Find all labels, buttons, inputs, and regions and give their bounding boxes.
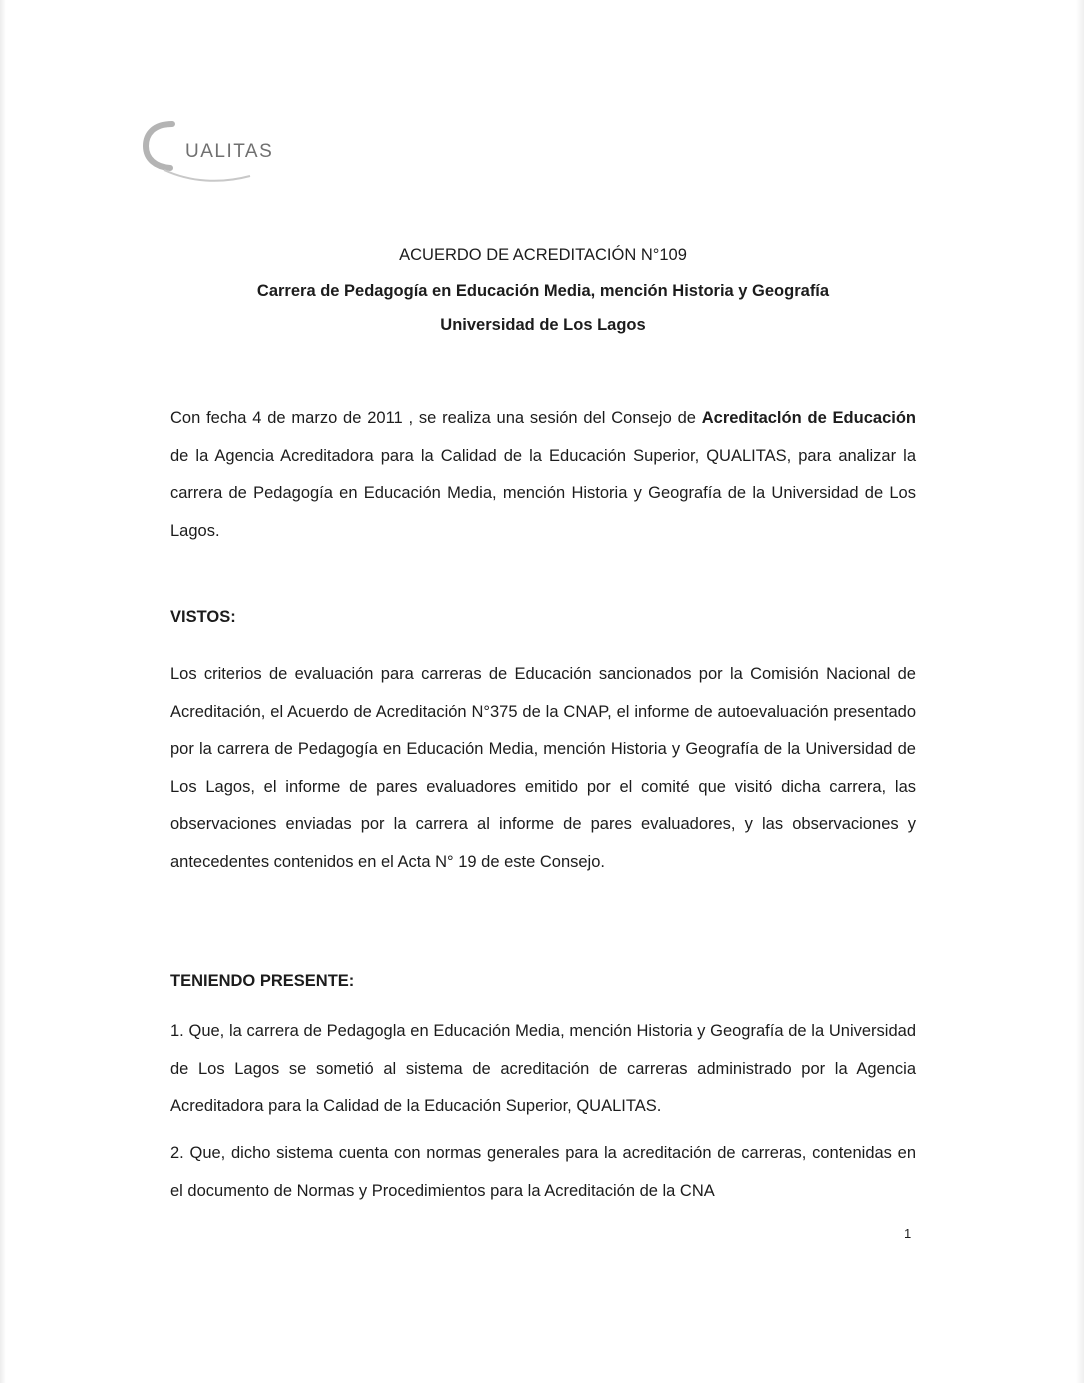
university-title: Universidad de Los Lagos	[440, 316, 646, 334]
program-title: Carrera de Pedagogía en Educación Media, mención Historia y Geografía	[256, 282, 830, 300]
intro-council-name: Acreditaclón de Educación	[701, 409, 916, 427]
intro-paragraph	[170, 400, 916, 550]
intro-text-end: de la Agencia Acreditadora para la Calidad de la Educación Superior, QUALITAS, para analizar la carrera de Pedagogía en Educación Media, mención Historia y Geografía de la Universidad de Los Lagos.	[170, 446, 916, 540]
scan-edge-right	[1076, 0, 1084, 1383]
intro-text-start: Con fecha 4 de marzo de 2011 , se realiza una sesión del Consejo de	[170, 409, 702, 427]
considerando-item-2: 2. Que, dicho sistema cuenta con normas generales para la acreditación de carreras, contenidas en el documento de Normas y Procedimientos para la Acreditación de la CNA	[170, 1144, 916, 1200]
agreement-number-title: ACUERDO DE ACREDITACIÓN N°109	[399, 246, 687, 264]
page-number: 1	[904, 1226, 912, 1241]
logo-text: UALITAS	[185, 141, 274, 162]
vistos-paragraph: Los criterios de evaluación para carreras de Educación sancionados por la Comisión Nacional de Acreditación, el Acuerdo de Acreditación N°375 de la CNAP, el informe de autoevaluación presentado por la carrera de Pedagogía en Educación Media, mención Historia y Geografía de la Universidad de Los Lagos, el informe de pares evaluadores emitido por el comité que visitó dicha carrera, las observaciones enviadas por la carrera al informe de pares evaluadores, y las observaciones y antecedentes contenidos en el Acta N° 19 de este Consejo.	[170, 665, 916, 871]
vistos-heading: VISTOS:	[170, 608, 236, 626]
qualitas-logo	[140, 112, 340, 192]
considerando-item-1: 1. Que, la carrera de Pedagogla en Educación Media, mención Historia y Geografía de la Universidad de Los Lagos se sometió al sistema de acreditación de carreras administrado por la Agencia Acreditadora para la Calidad de la Educación Superior, QUALITAS.	[170, 1022, 916, 1115]
scan-edge-left	[0, 0, 6, 1383]
teniendo-presente-heading: TENIENDO PRESENTE:	[170, 972, 355, 990]
